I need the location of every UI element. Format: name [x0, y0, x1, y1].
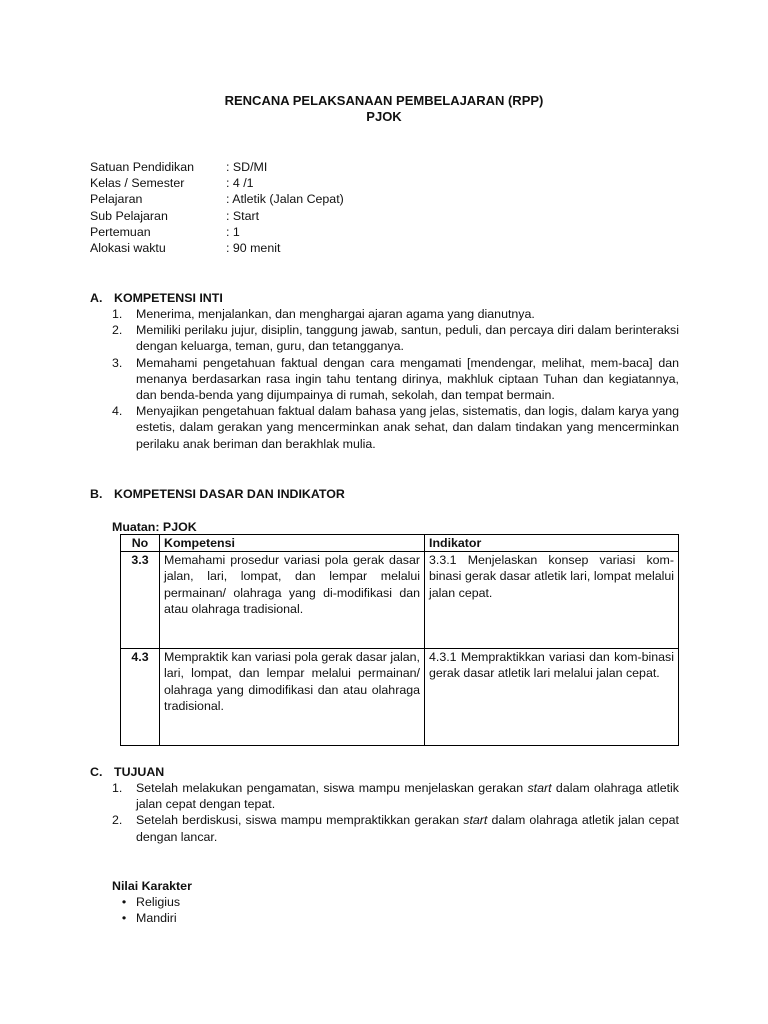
item-text-pre: Setelah berdiskusi, siswa mampu mempraktikkan gerakan [136, 813, 464, 828]
nilai-karakter-list [112, 894, 180, 926]
meta-row [90, 159, 344, 175]
section-title: KOMPETENSI DASAR DAN INDIKATOR [114, 487, 345, 501]
meta-row [90, 240, 344, 256]
list-item [112, 894, 180, 910]
meta-value: : SD/MI [226, 160, 268, 174]
item-text [136, 812, 679, 844]
list-item [112, 306, 679, 322]
list-item [112, 812, 679, 844]
cell-no: 4.3 [121, 649, 160, 746]
item-number: 1. [112, 307, 123, 321]
document-title [0, 93, 768, 125]
item-text: Religius [136, 895, 181, 909]
cell-indikator: 4.3.1 Mempraktikkan variasi dan kom-binasi gerak dasar atletik lari melalui jalan cepat. [425, 649, 679, 746]
cell-kompetensi: Memahami prosedur variasi pola gerak dasar jalan, lari, lompat, dan lempar melalui permainan/ olahraga yang di-modifikasi dan atau olahraga tradisional. [160, 552, 425, 649]
kompetensi-inti-list [112, 306, 679, 452]
title-line-2: PJOK [366, 109, 402, 124]
item-text-post: dalam olahraga atletik jalan cepat dengan lancar. [136, 813, 679, 844]
meta-label: Sub Pelajaran [90, 208, 168, 223]
item-number: 3. [112, 355, 123, 370]
meta-value: : Start [226, 208, 260, 223]
meta-value: : Atletik (Jalan Cepat) [226, 192, 344, 207]
meta-label: Alokasi waktu [90, 241, 166, 256]
item-text-emphasis: start [527, 781, 552, 795]
meta-label: Kelas / Semester [90, 176, 185, 191]
item-text-emphasis: start [463, 813, 488, 828]
meta-label: Pertemuan [90, 224, 151, 239]
list-item [112, 910, 180, 926]
bullet-icon: • [121, 911, 127, 926]
section-b-heading [90, 486, 345, 502]
section-letter: B. [90, 487, 103, 501]
cell-no: 3.3 [121, 552, 160, 649]
meta-value: : 90 menit [226, 241, 281, 256]
section-letter: C. [90, 765, 103, 779]
meta-row [90, 175, 344, 191]
item-text: Menerima, menjalankan, dan menghargai ajaran agama yang dianutnya. [136, 307, 535, 321]
section-letter: A. [90, 291, 103, 305]
item-number: 2. [112, 813, 123, 828]
item-text: Mandiri [136, 911, 177, 926]
meta-value: : 1 [226, 224, 240, 239]
item-text [136, 780, 679, 812]
list-item [112, 355, 679, 404]
nilai-karakter-heading: Nilai Karakter [112, 879, 192, 893]
section-a-heading [90, 290, 223, 306]
meta-value: : 4 /1 [226, 176, 254, 191]
item-text: Memahami pengetahuan faktual dengan cara mengamati [mendengar, melihat, mem-baca] dan menanya berdasarkan rasa ingin tahu tentang dirinya, makhluk ciptaan Tuhan dan kegiatannya, dan benda-benda yang dijumpainya di rumah, sekolah, dan tempat bermain. [136, 355, 679, 403]
meta-label: Pelajaran [90, 192, 143, 207]
table-row [121, 552, 679, 649]
table-row [121, 649, 679, 746]
meta-row [90, 208, 344, 224]
kompetensi-table [120, 534, 679, 746]
cell-kompetensi: Mempraktik kan variasi pola gerak dasar jalan, lari, lompat, dan lempar melalui permainan/ olahraga yang dimodifikasi dan atau olahraga tradisional. [160, 649, 425, 746]
item-text: Menyajikan pengetahuan faktual dalam bahasa yang jelas, sistematis, dan logis, dalam karya yang estetis, dalam gerakan yang mencerminkan anak sehat, dan dalam tindakan yang mencerminkan perilaku anak beriman dan berakhlak mulia. [136, 404, 679, 451]
list-item [112, 322, 679, 354]
table-header-row [121, 535, 679, 552]
meta-row [90, 191, 344, 207]
item-text-post: dalam olahraga atletik jalan cepat dengan tepat. [136, 781, 679, 812]
meta-label: Satuan Pendidikan [90, 160, 195, 174]
meta-row [90, 224, 344, 240]
title-line-1: RENCANA PELAKSANAAN PEMBELAJARAN (RPP) [224, 93, 544, 108]
header-indikator: Indikator [425, 535, 679, 552]
cell-indikator: 3.3.1 Menjelaskan konsep variasi kom-binasi gerak dasar atletik lari, lompat melalui jalan cepat. [425, 552, 679, 649]
identity-block [90, 159, 344, 256]
item-number: 1. [112, 781, 123, 795]
bullet-icon: • [121, 895, 127, 909]
item-text-pre: Setelah melakukan pengamatan, siswa mampu menjelaskan gerakan [136, 781, 528, 795]
item-number: 2. [112, 323, 123, 338]
header-kompetensi: Kompetensi [160, 535, 425, 552]
section-title: KOMPETENSI INTI [114, 291, 223, 305]
section-c-heading [90, 764, 164, 780]
tujuan-list [112, 780, 679, 845]
list-item [112, 403, 679, 452]
muatan-label: Muatan: PJOK [112, 520, 197, 534]
item-text: Memiliki perilaku jujur, disiplin, tanggung jawab, santun, peduli, dan percaya diri dalam berinteraksi dengan keluarga, teman, guru, dan tetangganya. [136, 323, 679, 354]
item-number: 4. [112, 404, 123, 419]
list-item [112, 780, 679, 812]
section-title: TUJUAN [114, 765, 165, 779]
header-no: No [121, 535, 160, 552]
